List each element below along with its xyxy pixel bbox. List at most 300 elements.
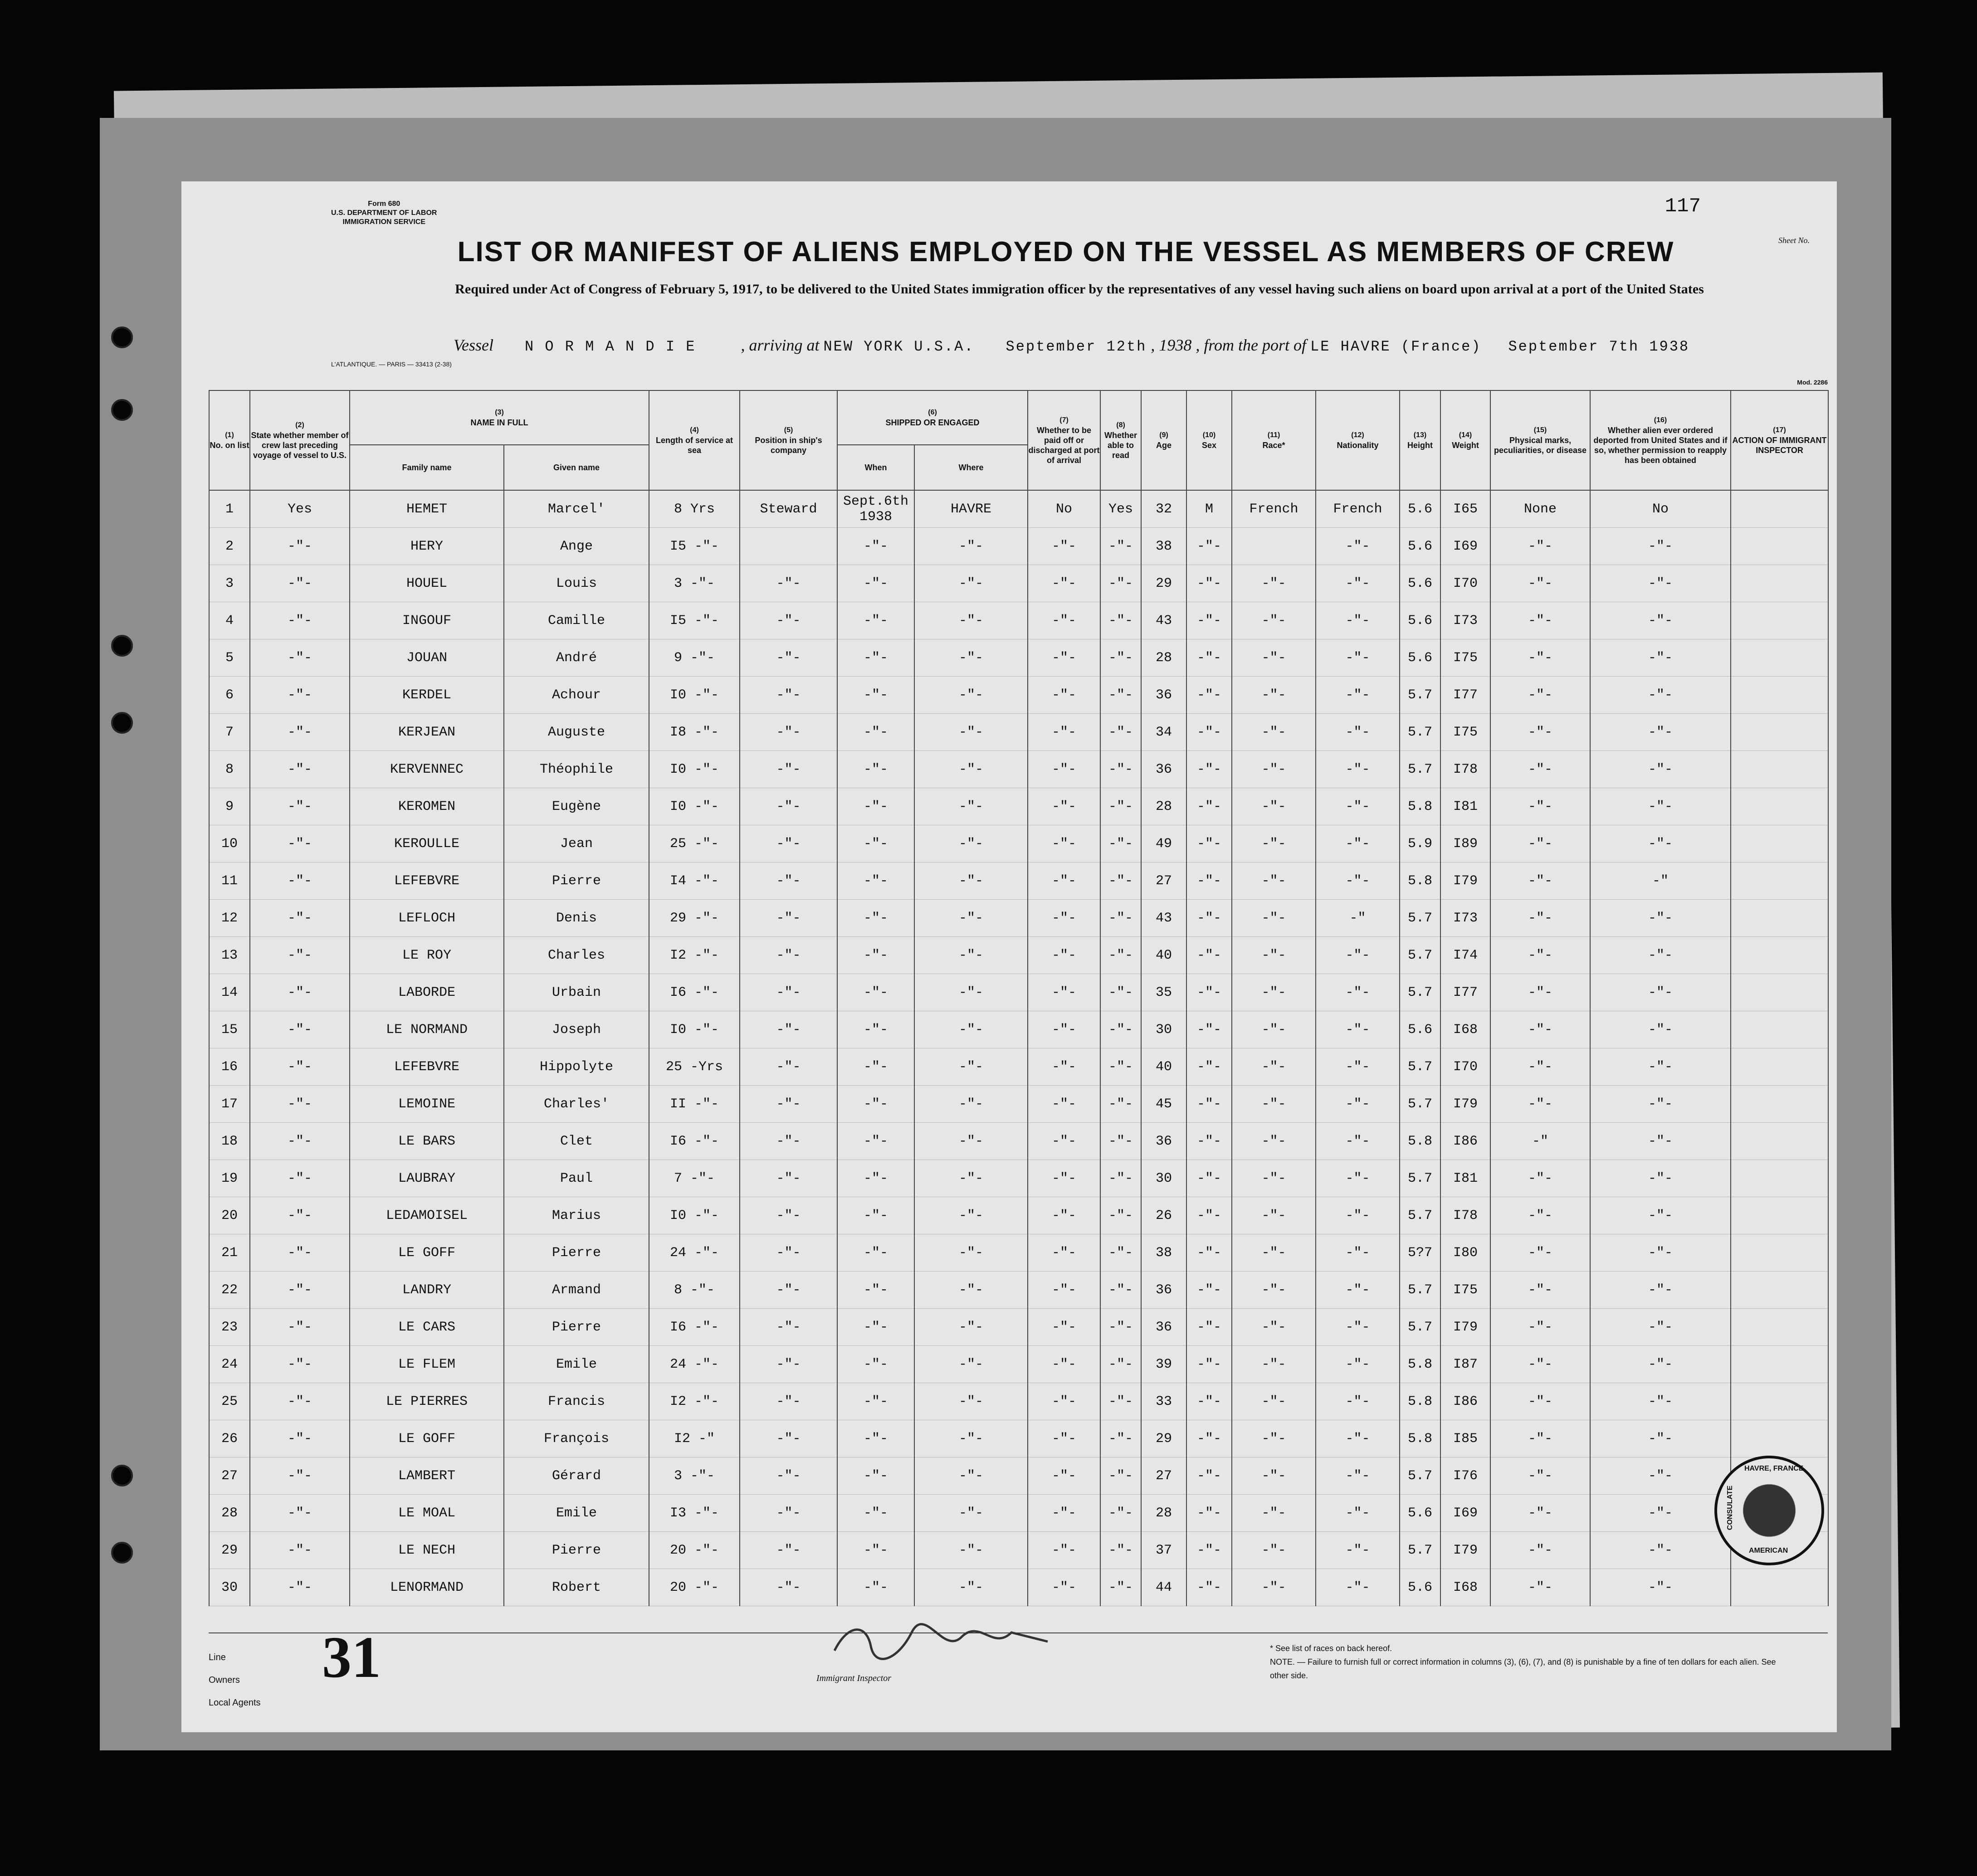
- cell-service: 24 -"-: [649, 1346, 740, 1383]
- cell-deported: -"-: [1590, 825, 1731, 862]
- cell-marks: -"-: [1490, 528, 1590, 565]
- cell-read: -"-: [1100, 1160, 1141, 1197]
- cell-race: -"-: [1232, 714, 1316, 751]
- cell-marks: -"-: [1490, 602, 1590, 639]
- arriving-port: NEW YORK U.S.A.: [823, 338, 975, 355]
- cell-family: LE NECH: [350, 1532, 504, 1569]
- cell-deported: -"-: [1590, 1532, 1731, 1569]
- cell-nationality: -"-: [1316, 862, 1400, 900]
- cell-weight: I86: [1440, 1123, 1490, 1160]
- cell-race: -"-: [1232, 1346, 1316, 1383]
- cell-action: [1731, 1234, 1828, 1272]
- cell-no: 22: [209, 1272, 250, 1309]
- cell-height: 5.7: [1400, 1272, 1440, 1309]
- cell-paid: -"-: [1028, 1086, 1100, 1123]
- cell-paid: -"-: [1028, 937, 1100, 974]
- note-fine: NOTE. — Failure to furnish full or correct information in columns (3), (6), (7), and (8) is punishable by a fine of ten dollars for each alien. See other side.: [1270, 1657, 1776, 1680]
- cell-marks: -"-: [1490, 714, 1590, 751]
- sheet-number: 117: [1665, 195, 1701, 218]
- cell-age: 27: [1141, 1457, 1186, 1495]
- cell-given: Théophile: [504, 751, 649, 788]
- cell-when: -"-: [837, 1160, 914, 1197]
- cell-paid: -"-: [1028, 1048, 1100, 1086]
- cell-marks: -"-: [1490, 1420, 1590, 1457]
- cell-age: 27: [1141, 862, 1186, 900]
- cell-no: 26: [209, 1420, 250, 1457]
- cell-no: 21: [209, 1234, 250, 1272]
- cell-when: -"-: [837, 1011, 914, 1048]
- cell-prev: -"-: [250, 1420, 350, 1457]
- cell-no: 28: [209, 1495, 250, 1532]
- arrival-year: , 1938: [1151, 336, 1192, 354]
- cell-sex: -"-: [1186, 1383, 1232, 1420]
- cell-weight: I73: [1440, 602, 1490, 639]
- cell-marks: -"-: [1490, 862, 1590, 900]
- cell-read: -"-: [1100, 714, 1141, 751]
- cell-age: 49: [1141, 825, 1186, 862]
- cell-weight: I75: [1440, 639, 1490, 677]
- cell-where: -"-: [914, 565, 1028, 602]
- cell-family: LEDAMOISEL: [350, 1197, 504, 1234]
- cell-prev: -"-: [250, 1160, 350, 1197]
- cell-when: -"-: [837, 825, 914, 862]
- cell-where: -"-: [914, 974, 1028, 1011]
- cell-nationality: -"-: [1316, 1011, 1400, 1048]
- cell-no: 24: [209, 1346, 250, 1383]
- cell-sex: -"-: [1186, 900, 1232, 937]
- inspector-label: Immigrant Inspector: [816, 1673, 891, 1683]
- cell-family: LEFEBVRE: [350, 1048, 504, 1086]
- col-header: (16) Whether alien ever ordered deported from United States and if so, whether permission to reapply has been obtained: [1590, 390, 1731, 490]
- cell-where: -"-: [914, 602, 1028, 639]
- cell-read: -"-: [1100, 528, 1141, 565]
- table-row: [209, 974, 1828, 1011]
- cell-service: 3 -"-: [649, 1457, 740, 1495]
- cell-family: KERVENNEC: [350, 751, 504, 788]
- cell-no: 14: [209, 974, 250, 1011]
- cell-height: 5.7: [1400, 714, 1440, 751]
- cell-no: 12: [209, 900, 250, 937]
- cell-family: LEFEBVRE: [350, 862, 504, 900]
- cell-prev: -"-: [250, 974, 350, 1011]
- cell-service: I0 -"-: [649, 677, 740, 714]
- cell-read: -"-: [1100, 639, 1141, 677]
- table-row: [209, 639, 1828, 677]
- cell-family: LANDRY: [350, 1272, 504, 1309]
- cell-prev: -"-: [250, 900, 350, 937]
- inspector-signature: [830, 1619, 1057, 1674]
- table-row: [209, 1123, 1828, 1160]
- punch-hole: [111, 399, 133, 421]
- cell-prev: Yes: [250, 490, 350, 528]
- col-header: (9) Age: [1141, 390, 1186, 490]
- cell-when: -"-: [837, 1569, 914, 1606]
- cell-prev: -"-: [250, 1234, 350, 1272]
- cell-no: 27: [209, 1457, 250, 1495]
- cell-marks: -"-: [1490, 639, 1590, 677]
- table-row: [209, 825, 1828, 862]
- cell-read: -"-: [1100, 825, 1141, 862]
- cell-given: Eugène: [504, 788, 649, 825]
- cell-race: -"-: [1232, 1309, 1316, 1346]
- cell-when: -"-: [837, 1495, 914, 1532]
- cell-family: HEMET: [350, 490, 504, 528]
- cell-read: -"-: [1100, 1532, 1141, 1569]
- cell-nationality: -"-: [1316, 565, 1400, 602]
- cell-marks: -"-: [1490, 788, 1590, 825]
- cell-height: 5.6: [1400, 490, 1440, 528]
- cell-sex: -"-: [1186, 862, 1232, 900]
- cell-deported: -"-: [1590, 1011, 1731, 1048]
- cell-paid: -"-: [1028, 528, 1100, 565]
- note-races: * See list of races on back hereof.: [1270, 1644, 1392, 1653]
- cell-nationality: -"-: [1316, 1123, 1400, 1160]
- table-row: [209, 1272, 1828, 1309]
- cell-weight: I70: [1440, 1048, 1490, 1086]
- cell-when: -"-: [837, 751, 914, 788]
- cell-deported: -"-: [1590, 1346, 1731, 1383]
- cell-position: -"-: [740, 1197, 837, 1234]
- table-row: [209, 1420, 1828, 1457]
- cell-nationality: -"-: [1316, 1197, 1400, 1234]
- cell-height: 5.7: [1400, 937, 1440, 974]
- required-text: Required under Act of Congress of February 5, 1917, to be delivered to the United States immigration officer by the representatives of any vessel having such aliens on board upon arrival at a port of the United States: [455, 282, 1704, 297]
- cell-age: 35: [1141, 974, 1186, 1011]
- cell-nationality: -"-: [1316, 1272, 1400, 1309]
- cell-where: -"-: [914, 751, 1028, 788]
- cell-given: Paul: [504, 1160, 649, 1197]
- cell-read: -"-: [1100, 602, 1141, 639]
- cell-nationality: -"-: [1316, 528, 1400, 565]
- cell-paid: -"-: [1028, 788, 1100, 825]
- cell-position: -"-: [740, 1048, 837, 1086]
- cell-sex: -"-: [1186, 1532, 1232, 1569]
- cell-height: 5.7: [1400, 1160, 1440, 1197]
- cell-weight: I87: [1440, 1346, 1490, 1383]
- table-row: [209, 1197, 1828, 1234]
- cell-age: 36: [1141, 677, 1186, 714]
- cell-marks: -"-: [1490, 1272, 1590, 1309]
- cell-sex: -"-: [1186, 1234, 1232, 1272]
- cell-paid: -"-: [1028, 639, 1100, 677]
- cell-when: Sept.6th 1938: [837, 490, 914, 528]
- cell-service: 9 -"-: [649, 639, 740, 677]
- cell-sex: -"-: [1186, 528, 1232, 565]
- cell-deported: -"-: [1590, 565, 1731, 602]
- printer-imprint: L'ATLANTIQUE. — PARIS — 33413 (2-38): [331, 361, 452, 368]
- cell-age: 38: [1141, 1234, 1186, 1272]
- cell-read: -"-: [1100, 937, 1141, 974]
- cell-age: 30: [1141, 1011, 1186, 1048]
- cell-paid: -"-: [1028, 1160, 1100, 1197]
- cell-nationality: French: [1316, 490, 1400, 528]
- cell-no: 19: [209, 1160, 250, 1197]
- consulate-stamp: HAVRE, FRANCE CONSULATE AMERICAN: [1714, 1456, 1824, 1565]
- cell-nationality: -"-: [1316, 1532, 1400, 1569]
- cell-deported: -"-: [1590, 1197, 1731, 1234]
- col-header: (2) State whether member of crew last preceding voyage of vessel to U.S.: [250, 390, 350, 490]
- cell-sex: -"-: [1186, 1197, 1232, 1234]
- cell-action: [1731, 1383, 1828, 1420]
- cell-where: -"-: [914, 1457, 1028, 1495]
- cell-read: -"-: [1100, 1086, 1141, 1123]
- cell-weight: I79: [1440, 862, 1490, 900]
- cell-prev: -"-: [250, 1011, 350, 1048]
- cell-service: I6 -"-: [649, 1309, 740, 1346]
- cell-service: 24 -"-: [649, 1234, 740, 1272]
- cell-deported: -": [1590, 862, 1731, 900]
- cell-position: [740, 528, 837, 565]
- cell-no: 20: [209, 1197, 250, 1234]
- cell-deported: -"-: [1590, 602, 1731, 639]
- cell-given: Charles': [504, 1086, 649, 1123]
- cell-height: 5?7: [1400, 1234, 1440, 1272]
- cell-sex: -"-: [1186, 788, 1232, 825]
- cell-action: [1731, 1569, 1828, 1606]
- cell-prev: -"-: [250, 1346, 350, 1383]
- cell-when: -"-: [837, 639, 914, 677]
- table-row: [209, 1569, 1828, 1606]
- cell-family: HOUEL: [350, 565, 504, 602]
- cell-prev: -"-: [250, 714, 350, 751]
- cell-where: -"-: [914, 528, 1028, 565]
- cell-family: LE BARS: [350, 1123, 504, 1160]
- cell-weight: I74: [1440, 937, 1490, 974]
- cell-height: 5.7: [1400, 1086, 1440, 1123]
- cell-race: -"-: [1232, 677, 1316, 714]
- col-subheader: Family name: [350, 445, 504, 490]
- cell-marks: -"-: [1490, 1234, 1590, 1272]
- cell-no: 4: [209, 602, 250, 639]
- cell-no: 9: [209, 788, 250, 825]
- cell-where: -"-: [914, 1086, 1028, 1123]
- cell-position: -"-: [740, 677, 837, 714]
- cell-family: LE MOAL: [350, 1495, 504, 1532]
- cell-where: -"-: [914, 1197, 1028, 1234]
- cell-marks: -"-: [1490, 825, 1590, 862]
- cell-family: KERDEL: [350, 677, 504, 714]
- cell-height: 5.8: [1400, 1346, 1440, 1383]
- cell-position: -"-: [740, 1011, 837, 1048]
- cell-no: 11: [209, 862, 250, 900]
- cell-race: -"-: [1232, 1123, 1316, 1160]
- cell-when: -"-: [837, 1383, 914, 1420]
- cell-when: -"-: [837, 862, 914, 900]
- cell-service: I5 -"-: [649, 528, 740, 565]
- cell-family: LAUBRAY: [350, 1160, 504, 1197]
- cell-given: Joseph: [504, 1011, 649, 1048]
- cell-when: -"-: [837, 528, 914, 565]
- cell-weight: I73: [1440, 900, 1490, 937]
- cell-action: [1731, 1309, 1828, 1346]
- cell-action: [1731, 1123, 1828, 1160]
- punch-hole: [111, 712, 133, 734]
- cell-race: -"-: [1232, 1086, 1316, 1123]
- cell-paid: -"-: [1028, 1234, 1100, 1272]
- footer-notes: [1270, 1642, 1792, 1682]
- cell-height: 5.6: [1400, 1569, 1440, 1606]
- cell-deported: -"-: [1590, 1272, 1731, 1309]
- cell-position: -"-: [740, 1234, 837, 1272]
- cell-where: -"-: [914, 1309, 1028, 1346]
- cell-action: [1731, 788, 1828, 825]
- cell-age: 32: [1141, 490, 1186, 528]
- cell-deported: -"-: [1590, 1309, 1731, 1346]
- cell-nationality: -"-: [1316, 602, 1400, 639]
- cell-when: -"-: [837, 1532, 914, 1569]
- cell-deported: -"-: [1590, 528, 1731, 565]
- cell-no: 6: [209, 677, 250, 714]
- cell-service: I0 -"-: [649, 788, 740, 825]
- cell-nationality: -"-: [1316, 937, 1400, 974]
- cell-deported: -"-: [1590, 1160, 1731, 1197]
- table-body: [209, 490, 1828, 1606]
- cell-given: Denis: [504, 900, 649, 937]
- cell-race: -"-: [1232, 788, 1316, 825]
- cell-family: KEROULLE: [350, 825, 504, 862]
- footer-label-owners: Owners: [209, 1675, 240, 1685]
- cell-height: 5.6: [1400, 1011, 1440, 1048]
- footer-labels: [209, 1646, 261, 1714]
- cell-service: 8 Yrs: [649, 490, 740, 528]
- cell-position: -"-: [740, 1383, 837, 1420]
- cell-marks: None: [1490, 490, 1590, 528]
- cell-service: I2 -"-: [649, 1383, 740, 1420]
- cell-position: -"-: [740, 825, 837, 862]
- cell-sex: -"-: [1186, 1160, 1232, 1197]
- cell-where: -"-: [914, 1420, 1028, 1457]
- cell-service: I4 -"-: [649, 862, 740, 900]
- cell-action: [1731, 1272, 1828, 1309]
- cell-given: Pierre: [504, 1234, 649, 1272]
- cell-given: Jean: [504, 825, 649, 862]
- cell-no: 15: [209, 1011, 250, 1048]
- cell-given: Auguste: [504, 714, 649, 751]
- cell-race: -"-: [1232, 825, 1316, 862]
- cell-family: LE PIERRES: [350, 1383, 504, 1420]
- cell-family: LE NORMAND: [350, 1011, 504, 1048]
- cell-read: -"-: [1100, 1011, 1141, 1048]
- cell-where: -"-: [914, 1160, 1028, 1197]
- cell-marks: -"-: [1490, 1160, 1590, 1197]
- cell-no: 10: [209, 825, 250, 862]
- cell-service: I5 -"-: [649, 602, 740, 639]
- table-row: [209, 1160, 1828, 1197]
- cell-deported: -"-: [1590, 639, 1731, 677]
- cell-sex: -"-: [1186, 1048, 1232, 1086]
- table-row: [209, 937, 1828, 974]
- cell-prev: -"-: [250, 1123, 350, 1160]
- cell-action: [1731, 1420, 1828, 1457]
- cell-given: Gérard: [504, 1457, 649, 1495]
- cell-given: Clet: [504, 1123, 649, 1160]
- cell-when: -"-: [837, 565, 914, 602]
- cell-read: -"-: [1100, 751, 1141, 788]
- cell-height: 5.8: [1400, 1383, 1440, 1420]
- cell-race: -"-: [1232, 937, 1316, 974]
- cell-weight: I75: [1440, 714, 1490, 751]
- cell-position: -"-: [740, 1123, 837, 1160]
- table-row: [209, 1048, 1828, 1086]
- cell-where: -"-: [914, 900, 1028, 937]
- cell-family: LE FLEM: [350, 1346, 504, 1383]
- cell-where: -"-: [914, 1048, 1028, 1086]
- cell-race: -"-: [1232, 974, 1316, 1011]
- cell-age: 34: [1141, 714, 1186, 751]
- cell-height: 5.7: [1400, 1309, 1440, 1346]
- cell-deported: -"-: [1590, 974, 1731, 1011]
- cell-read: -"-: [1100, 1457, 1141, 1495]
- cell-action: [1731, 714, 1828, 751]
- cell-paid: -"-: [1028, 900, 1100, 937]
- table-row: [209, 1495, 1828, 1532]
- cell-given: Louis: [504, 565, 649, 602]
- cell-sex: -"-: [1186, 937, 1232, 974]
- cell-given: Achour: [504, 677, 649, 714]
- table-row: [209, 788, 1828, 825]
- cell-family: LAMBERT: [350, 1457, 504, 1495]
- cell-weight: I81: [1440, 788, 1490, 825]
- cell-nationality: -": [1316, 900, 1400, 937]
- cell-where: -"-: [914, 1383, 1028, 1420]
- cell-height: 5.7: [1400, 974, 1440, 1011]
- cell-age: 38: [1141, 528, 1186, 565]
- cell-sex: -"-: [1186, 974, 1232, 1011]
- cell-read: -"-: [1100, 974, 1141, 1011]
- cell-prev: -"-: [250, 565, 350, 602]
- cell-given: Charles: [504, 937, 649, 974]
- table-row: [209, 1309, 1828, 1346]
- cell-no: 1: [209, 490, 250, 528]
- cell-given: André: [504, 639, 649, 677]
- col-header: (11) Race*: [1232, 390, 1316, 490]
- cell-deported: -"-: [1590, 1495, 1731, 1532]
- cell-family: LEFLOCH: [350, 900, 504, 937]
- cell-action: [1731, 1197, 1828, 1234]
- cell-where: HAVRE: [914, 490, 1028, 528]
- cell-weight: I86: [1440, 1383, 1490, 1420]
- cell-given: Emile: [504, 1495, 649, 1532]
- cell-nationality: -"-: [1316, 1086, 1400, 1123]
- cell-service: I6 -"-: [649, 974, 740, 1011]
- table-row: [209, 602, 1828, 639]
- cell-read: -"-: [1100, 1197, 1141, 1234]
- col-header: (17) ACTION OF IMMIGRANT INSPECTOR: [1731, 390, 1828, 490]
- table-row: [209, 490, 1828, 528]
- cell-position: -"-: [740, 751, 837, 788]
- cell-service: 20 -"-: [649, 1532, 740, 1569]
- footer-label-agents: Local Agents: [209, 1698, 261, 1708]
- cell-where: -"-: [914, 788, 1028, 825]
- arrival-date: September 12th: [1006, 338, 1147, 355]
- cell-where: -"-: [914, 1011, 1028, 1048]
- cell-weight: I68: [1440, 1011, 1490, 1048]
- cell-marks: -"-: [1490, 1197, 1590, 1234]
- cell-action: [1731, 751, 1828, 788]
- cell-marks: -"-: [1490, 1532, 1590, 1569]
- cell-read: -"-: [1100, 1420, 1141, 1457]
- cell-action: [1731, 528, 1828, 565]
- cell-nationality: -"-: [1316, 1346, 1400, 1383]
- cell-read: -"-: [1100, 1495, 1141, 1532]
- crew-manifest-table: [209, 390, 1829, 1606]
- cell-paid: -"-: [1028, 751, 1100, 788]
- col-header: (5) Position in ship's company: [740, 390, 837, 490]
- cell-age: 30: [1141, 1160, 1186, 1197]
- cell-where: -"-: [914, 1234, 1028, 1272]
- cell-sex: -"-: [1186, 1309, 1232, 1346]
- cell-no: 13: [209, 937, 250, 974]
